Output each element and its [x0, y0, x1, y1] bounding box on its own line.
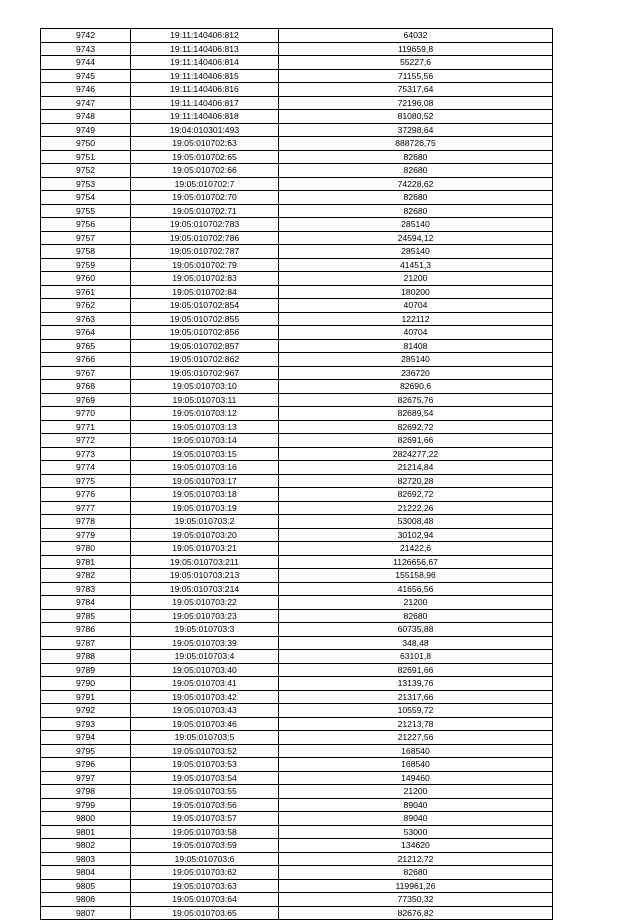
row-number-cell: 9763 [41, 312, 131, 326]
value-cell: 82691,66 [279, 663, 553, 677]
value-cell: 82689,54 [279, 407, 553, 421]
table-row [41, 434, 553, 448]
row-number-cell: 9777 [41, 501, 131, 515]
cadastral-number-cell: 19:05:010702:783 [131, 218, 279, 232]
cadastral-number-cell: 19:05:010703:213 [131, 569, 279, 583]
row-number-cell: 9751 [41, 150, 131, 164]
value-cell: 81408 [279, 339, 553, 353]
table-row [41, 542, 553, 556]
table-row [41, 461, 553, 475]
value-cell: 21214,84 [279, 461, 553, 475]
cadastral-number-cell: 19:05:010703:39 [131, 636, 279, 650]
table-row [41, 258, 553, 272]
row-number-cell: 9793 [41, 717, 131, 731]
value-cell: 168540 [279, 744, 553, 758]
value-cell: 55227,6 [279, 56, 553, 70]
value-cell: 348,48 [279, 636, 553, 650]
value-cell: 72196,08 [279, 96, 553, 110]
row-number-cell: 9802 [41, 839, 131, 853]
table-row [41, 636, 553, 650]
row-number-cell: 9799 [41, 798, 131, 812]
row-number-cell: 9785 [41, 609, 131, 623]
value-cell: 53008,48 [279, 515, 553, 529]
value-cell: 134620 [279, 839, 553, 853]
value-cell: 82720,28 [279, 474, 553, 488]
row-number-cell: 9750 [41, 137, 131, 151]
row-number-cell: 9753 [41, 177, 131, 191]
table-row [41, 474, 553, 488]
row-number-cell: 9747 [41, 96, 131, 110]
value-cell: 82680 [279, 191, 553, 205]
table-row [41, 353, 553, 367]
table-row [41, 825, 553, 839]
table-row [41, 704, 553, 718]
table-row [41, 312, 553, 326]
cadastral-number-cell: 19:11:140406:814 [131, 56, 279, 70]
table-row [41, 285, 553, 299]
cadastral-number-cell: 19:05:010703:20 [131, 528, 279, 542]
table-row [41, 906, 553, 920]
row-number-cell: 9754 [41, 191, 131, 205]
value-cell: 21222,26 [279, 501, 553, 515]
row-number-cell: 9776 [41, 488, 131, 502]
cadastral-number-cell: 19:05:010703:14 [131, 434, 279, 448]
table-row [41, 717, 553, 731]
value-cell: 82692,72 [279, 420, 553, 434]
cadastral-number-cell: 19:05:010702:7 [131, 177, 279, 191]
row-number-cell: 9755 [41, 204, 131, 218]
value-cell: 64032 [279, 29, 553, 43]
row-number-cell: 9742 [41, 29, 131, 43]
value-cell: 82680 [279, 866, 553, 880]
table-row [41, 150, 553, 164]
row-number-cell: 9761 [41, 285, 131, 299]
table-row [41, 798, 553, 812]
cadastral-number-cell: 19:05:010703:23 [131, 609, 279, 623]
value-cell: 1126656,67 [279, 555, 553, 569]
table-row [41, 839, 553, 853]
value-cell: 81080,52 [279, 110, 553, 124]
table-row [41, 866, 553, 880]
value-cell: 888726,75 [279, 137, 553, 151]
cadastral-number-cell: 19:05:010703:54 [131, 771, 279, 785]
row-number-cell: 9767 [41, 366, 131, 380]
value-cell: 119659,8 [279, 42, 553, 56]
cadastral-number-cell: 19:05:010702:83 [131, 272, 279, 286]
cadastral-number-cell: 19:05:010703:4 [131, 650, 279, 664]
table-row [41, 83, 553, 97]
row-number-cell: 9779 [41, 528, 131, 542]
row-number-cell: 9783 [41, 582, 131, 596]
cadastral-number-cell: 19:05:010702:862 [131, 353, 279, 367]
value-cell: 82691,66 [279, 434, 553, 448]
value-cell: 63101,8 [279, 650, 553, 664]
row-number-cell: 9796 [41, 758, 131, 772]
table-row [41, 879, 553, 893]
row-number-cell: 9781 [41, 555, 131, 569]
table-row [41, 339, 553, 353]
row-number-cell: 9795 [41, 744, 131, 758]
cadastral-number-cell: 19:05:010703:16 [131, 461, 279, 475]
cadastral-number-cell: 19:05:010703:42 [131, 690, 279, 704]
table-row [41, 447, 553, 461]
table-row [41, 771, 553, 785]
cadastral-number-cell: 19:05:010703:59 [131, 839, 279, 853]
value-cell: 21213,78 [279, 717, 553, 731]
table-row [41, 380, 553, 394]
row-number-cell: 9803 [41, 852, 131, 866]
row-number-cell: 9752 [41, 164, 131, 178]
table-row [41, 272, 553, 286]
row-number-cell: 9758 [41, 245, 131, 259]
table-row [41, 366, 553, 380]
cadastral-number-cell: 19:05:010702:856 [131, 326, 279, 340]
cadastral-number-cell: 19:05:010703:46 [131, 717, 279, 731]
value-cell: 119961,26 [279, 879, 553, 893]
row-number-cell: 9745 [41, 69, 131, 83]
cadastral-number-cell: 19:05:010703:18 [131, 488, 279, 502]
value-cell: 285140 [279, 218, 553, 232]
cadastral-number-cell: 19:05:010702:70 [131, 191, 279, 205]
value-cell: 30102,94 [279, 528, 553, 542]
table-row [41, 690, 553, 704]
cadastral-number-cell: 19:05:010703:19 [131, 501, 279, 515]
table-row [41, 812, 553, 826]
row-number-cell: 9762 [41, 299, 131, 313]
cadastral-number-cell: 19:05:010703:3 [131, 623, 279, 637]
cadastral-number-cell: 19:11:140406:813 [131, 42, 279, 56]
cadastral-number-cell: 19:11:140406:812 [131, 29, 279, 43]
table-row [41, 407, 553, 421]
cadastral-number-cell: 19:05:010702:65 [131, 150, 279, 164]
value-cell: 71155,56 [279, 69, 553, 83]
value-cell: 149460 [279, 771, 553, 785]
table-row [41, 758, 553, 772]
row-number-cell: 9757 [41, 231, 131, 245]
value-cell: 168540 [279, 758, 553, 772]
table-row [41, 650, 553, 664]
cadastral-number-cell: 19:05:010702:967 [131, 366, 279, 380]
row-number-cell: 9746 [41, 83, 131, 97]
cadastral-number-cell: 19:05:010703:6 [131, 852, 279, 866]
cadastral-number-cell: 19:11:140406:815 [131, 69, 279, 83]
value-cell: 21200 [279, 596, 553, 610]
table-row [41, 164, 553, 178]
table-row [41, 110, 553, 124]
table-row [41, 137, 553, 151]
cadastral-number-cell: 19:05:010702:84 [131, 285, 279, 299]
row-number-cell: 9749 [41, 123, 131, 137]
table-row [41, 56, 553, 70]
cadastral-number-cell: 19:05:010702:787 [131, 245, 279, 259]
row-number-cell: 9768 [41, 380, 131, 394]
row-number-cell: 9773 [41, 447, 131, 461]
cadastral-number-cell: 19:05:010703:5 [131, 731, 279, 745]
row-number-cell: 9792 [41, 704, 131, 718]
cadastral-number-cell: 19:05:010703:211 [131, 555, 279, 569]
row-number-cell: 9798 [41, 785, 131, 799]
value-cell: 41451,3 [279, 258, 553, 272]
value-cell: 89040 [279, 812, 553, 826]
row-number-cell: 9794 [41, 731, 131, 745]
row-number-cell: 9787 [41, 636, 131, 650]
table-row [41, 528, 553, 542]
table-row [41, 488, 553, 502]
cadastral-number-cell: 19:05:010703:41 [131, 677, 279, 691]
value-cell: 236720 [279, 366, 553, 380]
value-cell: 82676,82 [279, 906, 553, 920]
cadastral-number-cell: 19:05:010703:57 [131, 812, 279, 826]
table-row [41, 96, 553, 110]
value-cell: 82680 [279, 609, 553, 623]
table-body [41, 29, 553, 920]
value-cell: 40704 [279, 299, 553, 313]
table-row [41, 393, 553, 407]
value-cell: 77350,32 [279, 893, 553, 907]
table-row [41, 218, 553, 232]
row-number-cell: 9782 [41, 569, 131, 583]
row-number-cell: 9760 [41, 272, 131, 286]
cadastral-number-cell: 19:05:010703:58 [131, 825, 279, 839]
value-cell: 82692,72 [279, 488, 553, 502]
table-row [41, 663, 553, 677]
row-number-cell: 9775 [41, 474, 131, 488]
table-row [41, 42, 553, 56]
cadastral-number-cell: 19:05:010703:214 [131, 582, 279, 596]
row-number-cell: 9774 [41, 461, 131, 475]
row-number-cell: 9743 [41, 42, 131, 56]
value-cell: 89040 [279, 798, 553, 812]
cadastral-number-cell: 19:05:010703:11 [131, 393, 279, 407]
row-number-cell: 9790 [41, 677, 131, 691]
value-cell: 53000 [279, 825, 553, 839]
value-cell: 37298,64 [279, 123, 553, 137]
row-number-cell: 9748 [41, 110, 131, 124]
table-row [41, 596, 553, 610]
row-number-cell: 9804 [41, 866, 131, 880]
row-number-cell: 9744 [41, 56, 131, 70]
row-number-cell: 9769 [41, 393, 131, 407]
table-row [41, 245, 553, 259]
row-number-cell: 9772 [41, 434, 131, 448]
row-number-cell: 9800 [41, 812, 131, 826]
table-row [41, 555, 553, 569]
cadastral-value-table [40, 28, 553, 920]
cadastral-number-cell: 19:05:010703:65 [131, 906, 279, 920]
value-cell: 82690,6 [279, 380, 553, 394]
cadastral-number-cell: 19:05:010702:855 [131, 312, 279, 326]
value-cell: 21200 [279, 785, 553, 799]
cadastral-number-cell: 19:05:010703:13 [131, 420, 279, 434]
value-cell: 74228,62 [279, 177, 553, 191]
value-cell: 2824277,22 [279, 447, 553, 461]
row-number-cell: 9786 [41, 623, 131, 637]
table-row [41, 29, 553, 43]
cadastral-number-cell: 19:05:010703:21 [131, 542, 279, 556]
value-cell: 285140 [279, 245, 553, 259]
value-cell: 60735,88 [279, 623, 553, 637]
table-row [41, 569, 553, 583]
cadastral-number-cell: 19:05:010703:64 [131, 893, 279, 907]
cadastral-number-cell: 19:05:010703:63 [131, 879, 279, 893]
row-number-cell: 9770 [41, 407, 131, 421]
table-row [41, 731, 553, 745]
row-number-cell: 9780 [41, 542, 131, 556]
cadastral-number-cell: 19:05:010702:786 [131, 231, 279, 245]
row-number-cell: 9765 [41, 339, 131, 353]
row-number-cell: 9766 [41, 353, 131, 367]
row-number-cell: 9789 [41, 663, 131, 677]
cadastral-number-cell: 19:11:140406:818 [131, 110, 279, 124]
cadastral-number-cell: 19:05:010702:71 [131, 204, 279, 218]
table-row [41, 609, 553, 623]
value-cell: 155158,96 [279, 569, 553, 583]
row-number-cell: 9807 [41, 906, 131, 920]
cadastral-number-cell: 19:05:010703:56 [131, 798, 279, 812]
value-cell: 82680 [279, 150, 553, 164]
table-row [41, 191, 553, 205]
value-cell: 21212,72 [279, 852, 553, 866]
table-row [41, 893, 553, 907]
value-cell: 82680 [279, 204, 553, 218]
cadastral-number-cell: 19:05:010703:43 [131, 704, 279, 718]
cadastral-number-cell: 19:05:010702:66 [131, 164, 279, 178]
table-row [41, 326, 553, 340]
cadastral-number-cell: 19:11:140406:816 [131, 83, 279, 97]
cadastral-number-cell: 19:05:010703:55 [131, 785, 279, 799]
value-cell: 82680 [279, 164, 553, 178]
value-cell: 21422,6 [279, 542, 553, 556]
cadastral-number-cell: 19:05:010703:22 [131, 596, 279, 610]
table-row [41, 69, 553, 83]
cadastral-number-cell: 19:05:010703:17 [131, 474, 279, 488]
table-row [41, 299, 553, 313]
row-number-cell: 9759 [41, 258, 131, 272]
value-cell: 41656,56 [279, 582, 553, 596]
cadastral-number-cell: 19:05:010703:40 [131, 663, 279, 677]
row-number-cell: 9764 [41, 326, 131, 340]
cadastral-number-cell: 19:11:140406:817 [131, 96, 279, 110]
row-number-cell: 9805 [41, 879, 131, 893]
cadastral-number-cell: 19:05:010703:53 [131, 758, 279, 772]
cadastral-number-cell: 19:05:010703:52 [131, 744, 279, 758]
row-number-cell: 9784 [41, 596, 131, 610]
cadastral-number-cell: 19:05:010702:854 [131, 299, 279, 313]
table-row [41, 123, 553, 137]
cadastral-number-cell: 19:05:010703:62 [131, 866, 279, 880]
value-cell: 180200 [279, 285, 553, 299]
table-row [41, 744, 553, 758]
value-cell: 21200 [279, 272, 553, 286]
row-number-cell: 9791 [41, 690, 131, 704]
table-row [41, 515, 553, 529]
cadastral-number-cell: 19:05:010703:15 [131, 447, 279, 461]
value-cell: 13139,76 [279, 677, 553, 691]
value-cell: 24594,12 [279, 231, 553, 245]
value-cell: 21227,56 [279, 731, 553, 745]
value-cell: 10559,72 [279, 704, 553, 718]
cadastral-number-cell: 19:05:010703:12 [131, 407, 279, 421]
row-number-cell: 9788 [41, 650, 131, 664]
cadastral-number-cell: 19:05:010702:79 [131, 258, 279, 272]
cadastral-number-cell: 19:05:010703:2 [131, 515, 279, 529]
cadastral-number-cell: 19:04:010301:493 [131, 123, 279, 137]
row-number-cell: 9797 [41, 771, 131, 785]
table-row [41, 177, 553, 191]
row-number-cell: 9756 [41, 218, 131, 232]
row-number-cell: 9778 [41, 515, 131, 529]
table-row [41, 231, 553, 245]
table-row [41, 852, 553, 866]
row-number-cell: 9806 [41, 893, 131, 907]
table-row [41, 420, 553, 434]
table-row [41, 582, 553, 596]
value-cell: 122112 [279, 312, 553, 326]
table-row [41, 623, 553, 637]
table-row [41, 501, 553, 515]
cadastral-number-cell: 19:05:010703:10 [131, 380, 279, 394]
value-cell: 21317,66 [279, 690, 553, 704]
table-row [41, 785, 553, 799]
row-number-cell: 9771 [41, 420, 131, 434]
value-cell: 82675,76 [279, 393, 553, 407]
cadastral-number-cell: 19:05:010702:63 [131, 137, 279, 151]
table-row [41, 204, 553, 218]
value-cell: 75317,64 [279, 83, 553, 97]
value-cell: 285140 [279, 353, 553, 367]
table-row [41, 677, 553, 691]
cadastral-number-cell: 19:05:010702:857 [131, 339, 279, 353]
row-number-cell: 9801 [41, 825, 131, 839]
value-cell: 40704 [279, 326, 553, 340]
